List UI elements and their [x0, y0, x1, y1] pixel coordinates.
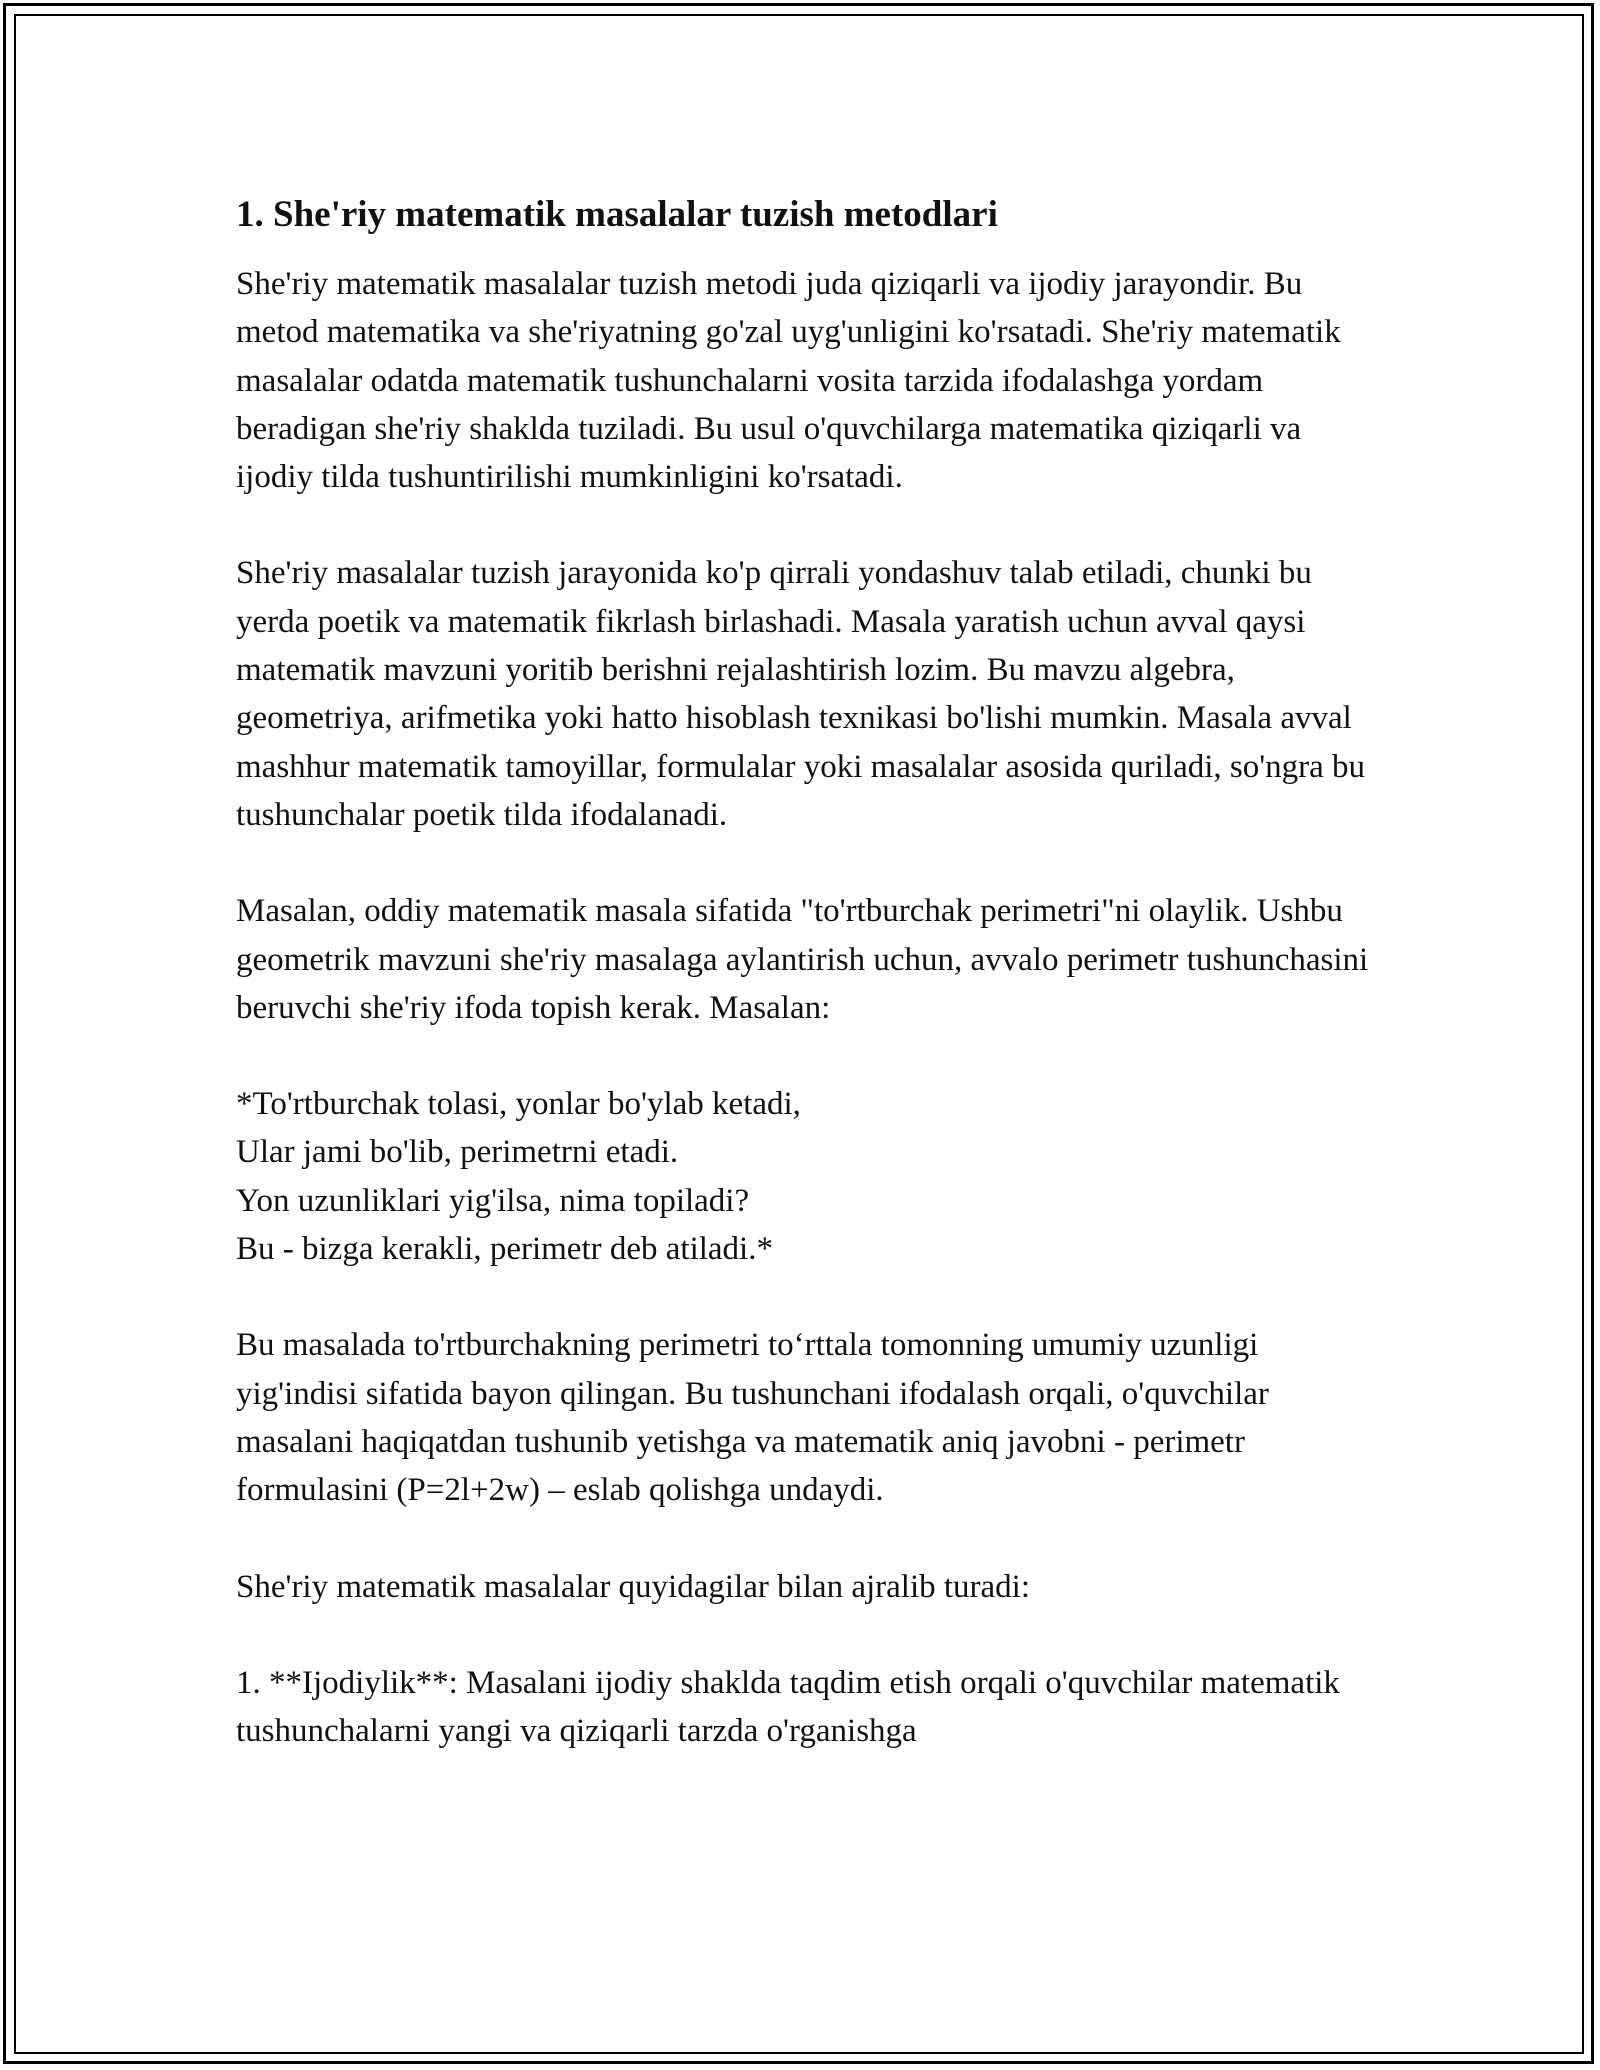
paragraph-intro: She'riy matematik masalalar tuzish metodi juda qiziqarli va ijodiy jarayondir. Bu metod matematika va she'riyatning go'zal uyg'unligini ko'rsatadi. She'riy matematik masalalar odatda matematik tushunchalarni vosita tarzida ifodalashga yordam beradigan she'riy shaklda tuziladi. Bu usul o'quvchilarga matematika qiziqarli va ijodiy tilda tushuntirilishi mumkinligini ko'rsatadi. — [236, 266, 1341, 496]
poem-block — [236, 1080, 1376, 1273]
list-item-creativity: 1. **Ijodiylik**: Masalani ijodiy shaklda taqdim etish orqali o'quvchilar matematik tushunchalarni yangi va qiziqarli tarzda o'rganishga — [236, 1664, 1340, 1750]
paragraph-features-intro: She'riy matematik masalalar quyidagilar bilan ajralib turadi: — [236, 1568, 1031, 1605]
paragraph-explanation: Bu masalada to'rtburchakning perimetri to‘rttala tomonning umumiy uzunligi yig'indisi sifatida bayon qilingan. Bu tushunchani ifodalash orqali, o'quvchilar masalani haqiqatdan tushunib yetishga va matematik aniq javobni - perimetr formulasini (P=2l+2w) – eslab qolishga undaydi. — [236, 1327, 1269, 1509]
poem-line: Bu - bizga kerakli, perimetr deb atiladi.* — [236, 1231, 773, 1268]
paragraph-approach: She'riy masalalar tuzish jarayonida ko'p qirrali yondashuv talab etiladi, chunki bu yerda poetik va matematik fikrlash birlashadi. Masala yaratish uchun avval qaysi matematik mavzuni yoritib berishni rejalashtirish lozim. Bu mavzu algebra, geometriya, arifmetika yoki hatto hisoblash texnikasi bo'lishi mumkin. Masala avval mashhur matematik tamoyillar, formulalar yoki masalalar asosida quriladi, so'ngra bu tushunchalar poetik tilda ifodalanadi. — [236, 555, 1366, 833]
poem-line: Ular jami bo'lib, perimetrni etadi. — [236, 1134, 679, 1171]
paragraph-example: Masalan, oddiy matematik masala sifatida "to'rtburchak perimetri"ni olaylik. Ushbu geometrik mavzuni she'riy masalaga aylantirish uchun, avvalo perimetr tushunchasini beruvchi she'riy ifoda topish kerak. Masalan: — [236, 893, 1369, 1026]
document-body — [236, 190, 1376, 1803]
poem-line: Yon uzunliklari yig'ilsa, nima topiladi? — [236, 1182, 750, 1219]
section-title: 1. She'riy matematik masalalar tuzish metodlari — [236, 194, 998, 235]
poem-line: *To'rtburchak tolasi, yonlar bo'ylab ketadi, — [236, 1086, 801, 1123]
